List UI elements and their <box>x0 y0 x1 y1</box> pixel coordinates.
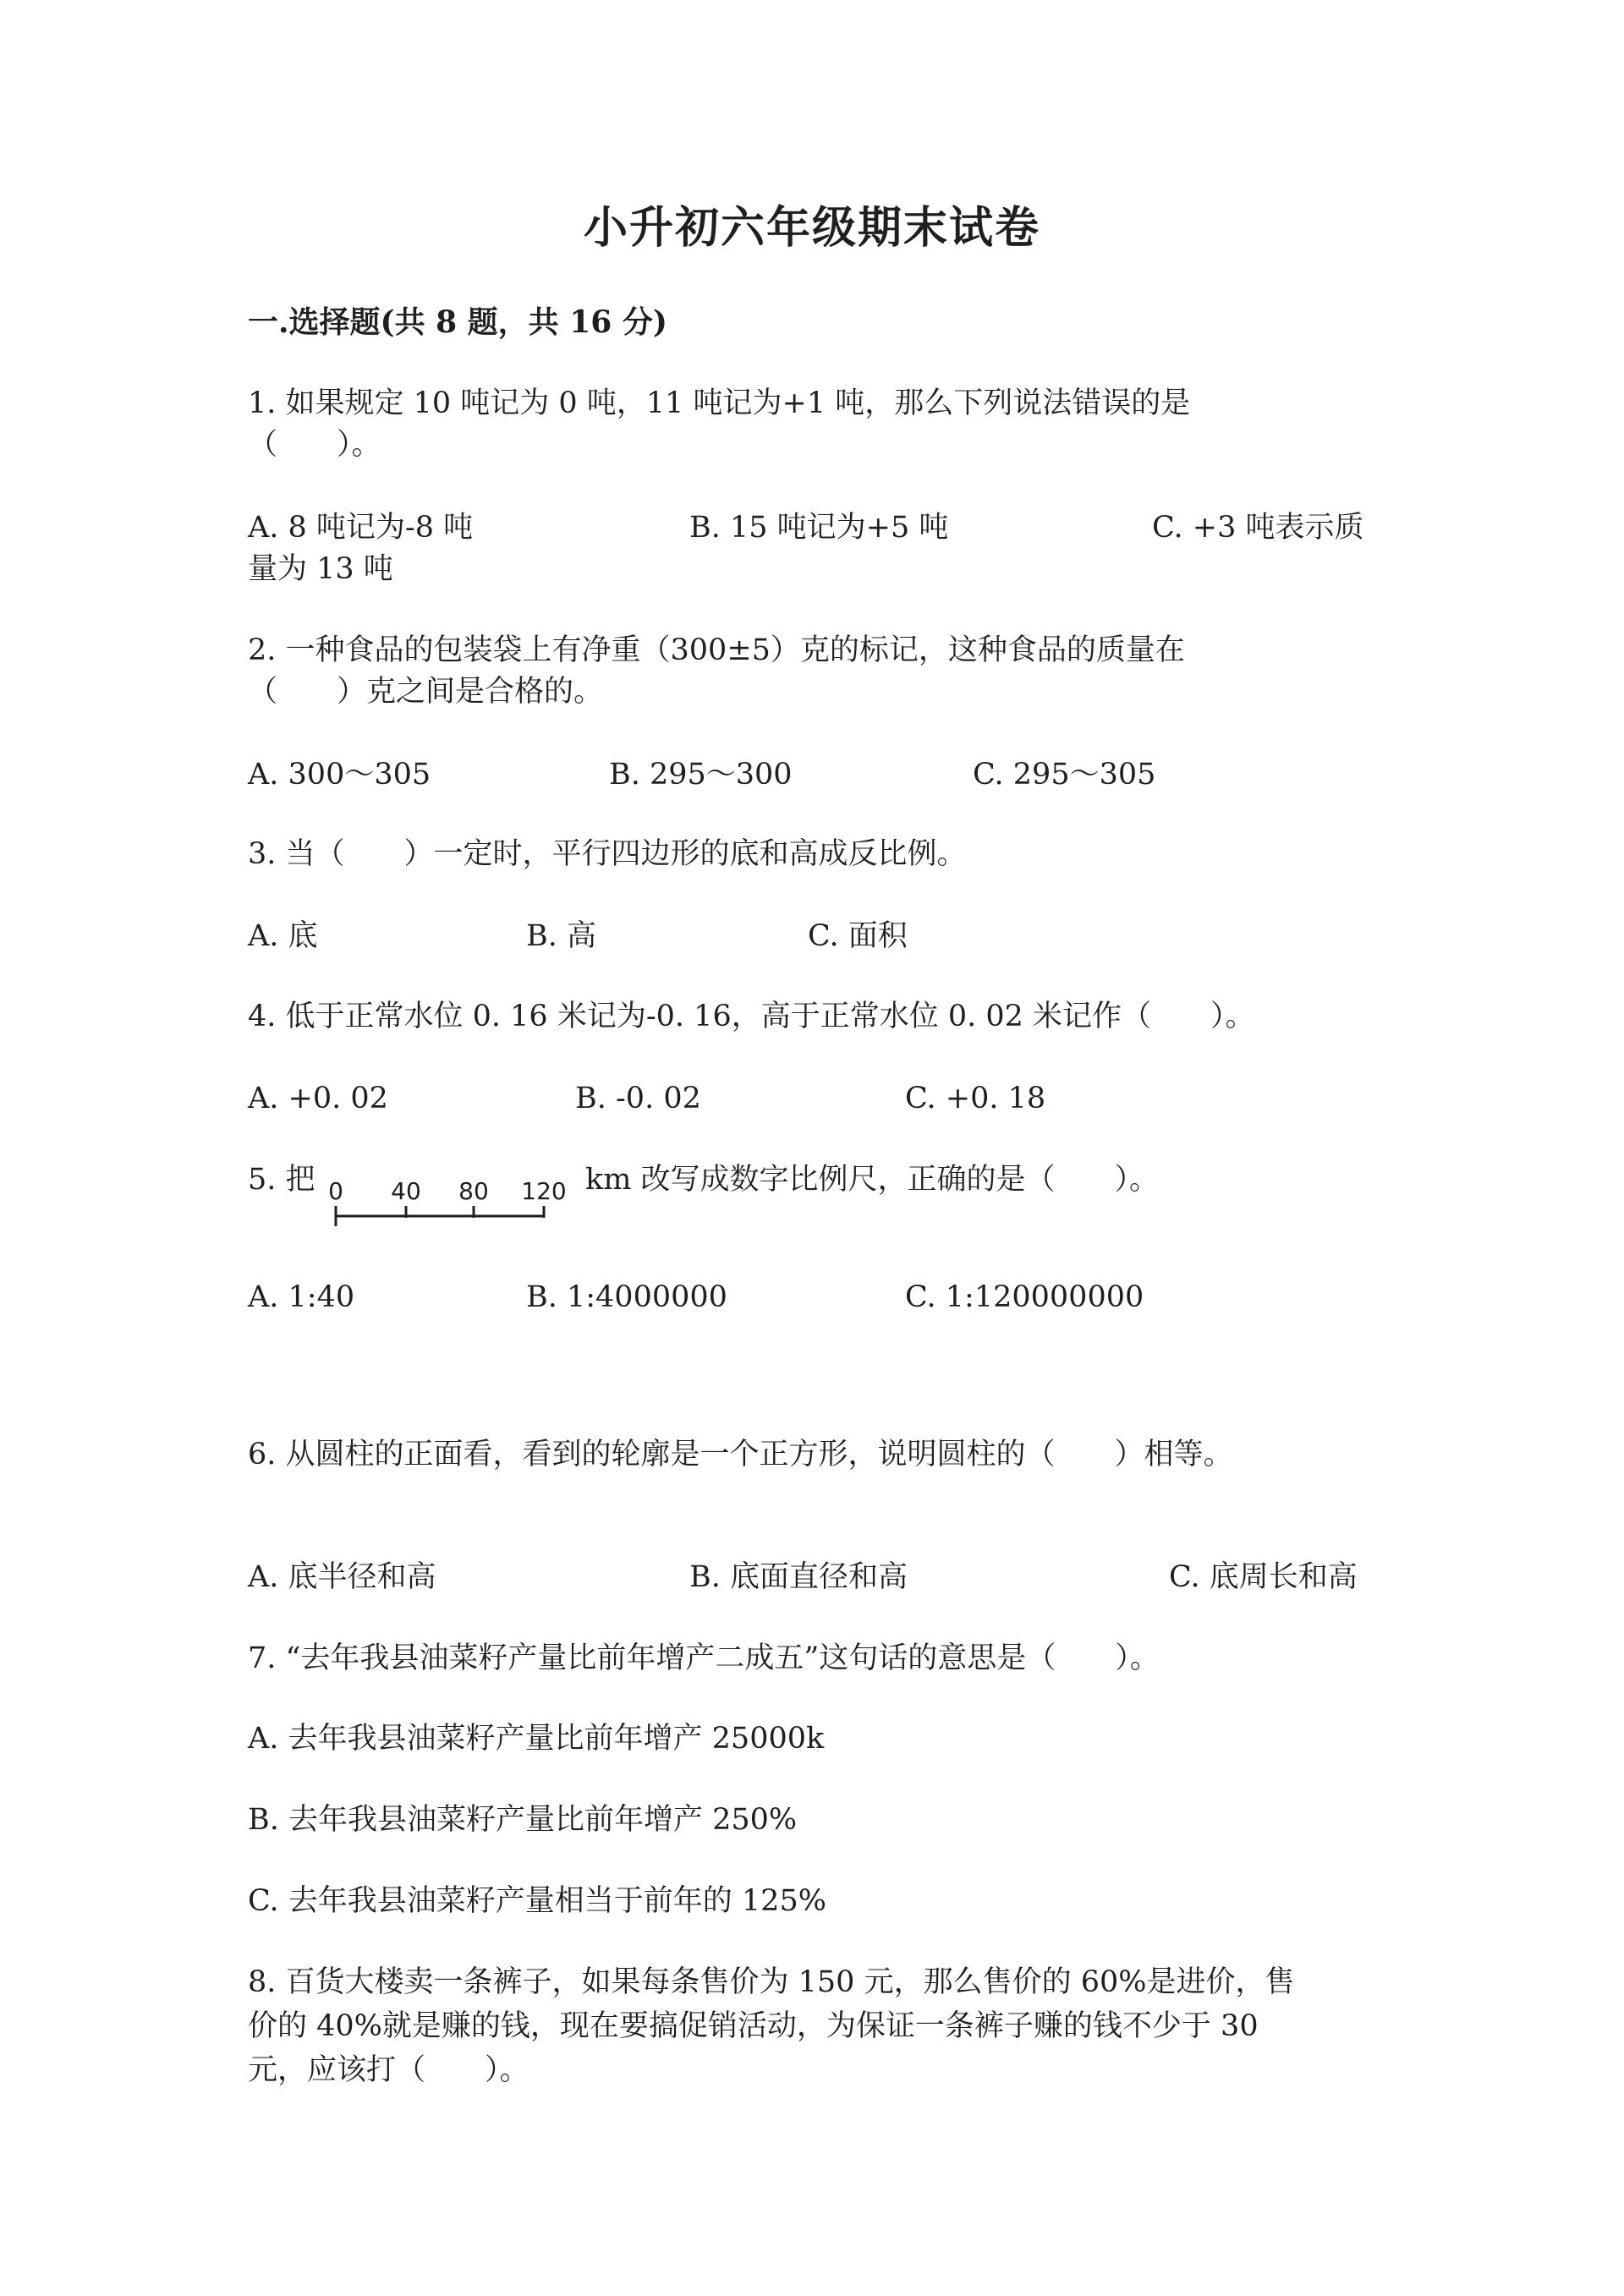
question-5-option-c: C. 1:120000000 <box>905 1280 1144 1314</box>
question-2-option-b: B. 295～300 <box>609 758 793 792</box>
question-5-option-a: A. 1:40 <box>248 1280 355 1314</box>
question-6-option-b: B. 底面直径和高 <box>689 1560 908 1594</box>
question-7-option-b: B. 去年我县油菜籽产量比前年增产 250% <box>248 1803 798 1837</box>
scale-label: 120 <box>521 1177 567 1205</box>
question-5-stem-prefix: 5. 把 <box>248 1163 315 1197</box>
question-3-option-c: C. 面积 <box>808 919 908 953</box>
scale-label: 40 <box>391 1177 421 1205</box>
question-1-option-c-line-1: C. +3 吨表示质 <box>1152 511 1364 545</box>
question-8-stem-line-2: 价的 40%就是赚的钱，现在要搞促销活动，为保证一条裤子赚的钱不少于 30 <box>248 2009 1259 2043</box>
page-title: 小升初六年级期末试卷 <box>583 202 1040 254</box>
question-4-option-c: C. +0. 18 <box>905 1082 1046 1115</box>
question-2-option-a: A. 300～305 <box>248 758 431 792</box>
question-7-option-c: C. 去年我县油菜籽产量相当于前年的 125% <box>248 1884 826 1918</box>
question-4-stem: 4. 低于正常水位 0. 16 米记为-0. 16，高于正常水位 0. 02 米记作（ ）。 <box>248 1000 1255 1033</box>
question-8-stem-line-1: 8. 百货大楼卖一条裤子，如果每条售价为 150 元，那么售价的 60%是进价，售 <box>248 1965 1295 1999</box>
question-1-option-a: A. 8 吨记为-8 吨 <box>248 511 474 545</box>
question-3-option-a: A. 底 <box>248 919 318 953</box>
section-heading: 一.选择题(共 8 题，共 16 分) <box>248 304 667 340</box>
question-3-option-b: B. 高 <box>526 919 596 953</box>
question-2-stem-line-2: （ ）克之间是合格的。 <box>248 675 604 709</box>
question-1-option-c-line-2: 量为 13 吨 <box>248 552 393 586</box>
question-1-stem-line-2: （ ）。 <box>248 428 381 462</box>
line-scale-figure <box>326 1165 571 1231</box>
question-3-stem: 3. 当（ ）一定时，平行四边形的底和高成反比例。 <box>248 837 967 871</box>
question-6-option-a: A. 底半径和高 <box>248 1560 436 1594</box>
question-6-option-c: C. 底周长和高 <box>1169 1560 1358 1594</box>
question-8-stem-line-3: 元，应该打（ ）。 <box>248 2053 529 2087</box>
question-1-option-b: B. 15 吨记为+5 吨 <box>689 511 949 545</box>
question-2-stem-line-1: 2. 一种食品的包装袋上有净重（300±5）克的标记，这种食品的质量在 <box>248 633 1185 667</box>
question-1-stem-line-1: 1. 如果规定 10 吨记为 0 吨，11 吨记为+1 吨，那么下列说法错误的是 <box>248 386 1191 420</box>
question-7-stem: 7. “去年我县油菜籽产量比前年增产二成五”这句话的意思是（ ）。 <box>248 1641 1160 1675</box>
scale-label: 0 <box>328 1177 343 1205</box>
question-7-option-a: A. 去年我县油菜籽产量比前年增产 25000k <box>248 1722 825 1756</box>
question-5-option-b: B. 1:4000000 <box>526 1280 727 1314</box>
question-4-option-b: B. -0. 02 <box>575 1082 701 1115</box>
scale-label: 80 <box>458 1177 489 1205</box>
question-5-stem-suffix: km 改写成数字比例尺，正确的是（ ）。 <box>585 1163 1160 1197</box>
question-6-stem: 6. 从圆柱的正面看，看到的轮廓是一个正方形，说明圆柱的（ ）相等。 <box>248 1438 1233 1471</box>
question-4-option-a: A. +0. 02 <box>248 1082 388 1115</box>
question-2-option-c: C. 295～305 <box>973 758 1156 792</box>
